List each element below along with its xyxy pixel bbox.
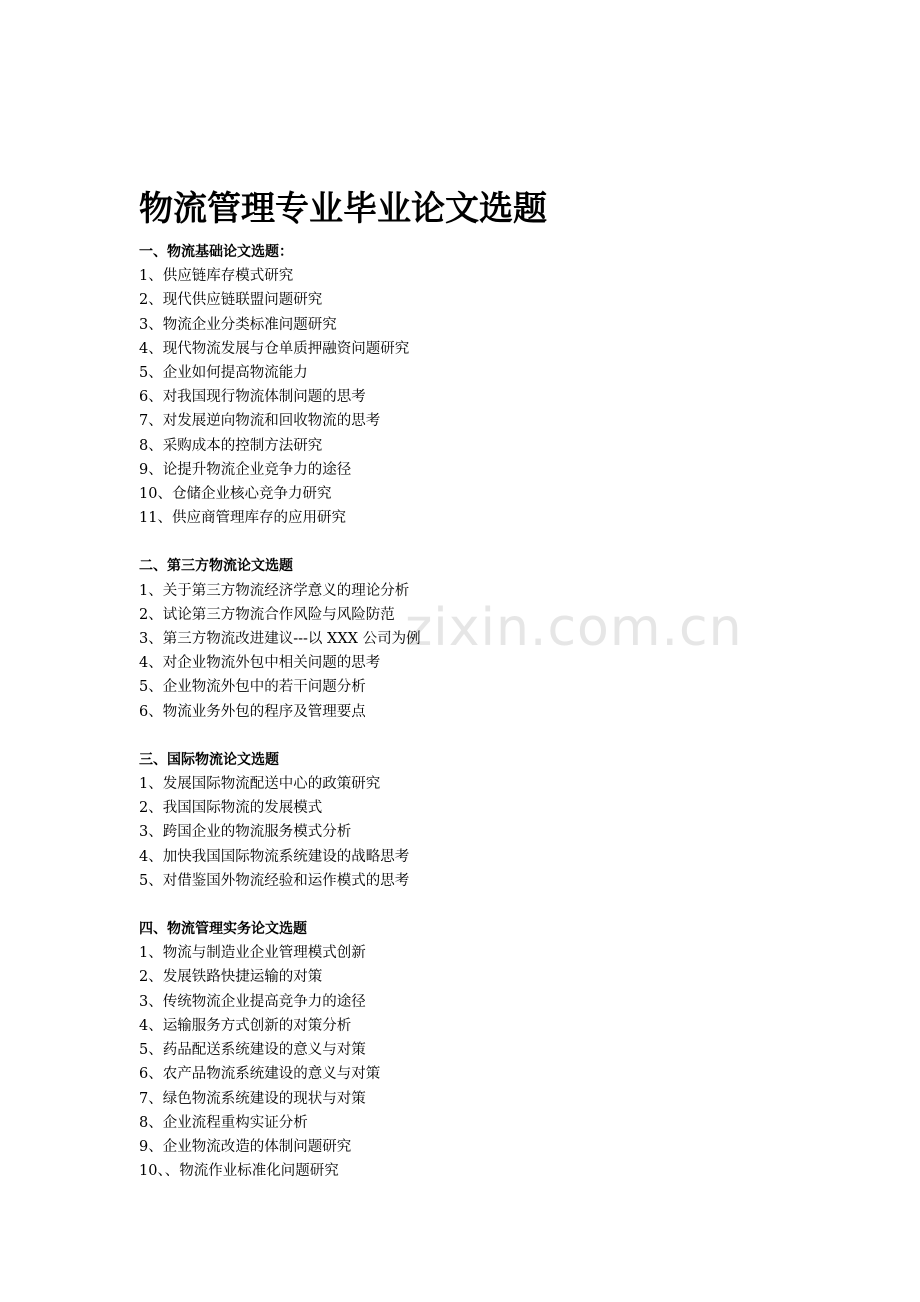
topic-list xyxy=(139,941,839,1183)
list-item: 7、对发展逆向物流和回收物流的思考 xyxy=(139,413,381,430)
list-item: 2、我国国际物流的发展模式 xyxy=(139,800,323,817)
list-item: 2、试论第三方物流合作风险与风险防范 xyxy=(139,606,395,623)
list-item: 1、物流与制造业企业管理模式创新 xyxy=(139,945,366,962)
list-item: 5、对借鉴国外物流经验和运作模式的思考 xyxy=(139,872,410,889)
list-item: 2、现代供应链联盟问题研究 xyxy=(139,292,323,309)
sections-container xyxy=(139,240,839,1183)
page-title: 物流管理专业毕业论文选题 xyxy=(139,189,547,229)
list-item: 5、企业如何提高物流能力 xyxy=(139,365,308,382)
list-item: 2、发展铁路快捷运输的对策 xyxy=(139,969,323,986)
list-item: 11、供应商管理库存的应用研究 xyxy=(139,510,346,527)
section-1 xyxy=(139,240,839,530)
list-item: 8、企业流程重构实证分析 xyxy=(139,1114,308,1131)
section-heading: 三、国际物流论文选题 xyxy=(139,751,279,768)
list-item: 4、运输服务方式创新的对策分析 xyxy=(139,1017,352,1034)
list-item: 10、、物流作业标准化问题研究 xyxy=(139,1163,339,1180)
section-2 xyxy=(139,554,839,723)
list-item: 3、物流企业分类标准问题研究 xyxy=(139,316,337,333)
list-item: 6、农产品物流系统建设的意义与对策 xyxy=(139,1066,381,1083)
list-item: 6、物流业务外包的程序及管理要点 xyxy=(139,703,366,720)
section-3 xyxy=(139,748,839,893)
list-item: 7、绿色物流系统建设的现状与对策 xyxy=(139,1090,366,1107)
section-heading: 二、第三方物流论文选题 xyxy=(139,558,293,575)
topic-list xyxy=(139,264,839,530)
document-page xyxy=(139,186,839,1207)
list-item: 3、跨国企业的物流服务模式分析 xyxy=(139,824,352,841)
list-item: 9、企业物流改造的体制问题研究 xyxy=(139,1138,352,1155)
section-4 xyxy=(139,917,839,1183)
list-item: 3、第三方物流改进建议---以 XXX 公司为例 xyxy=(139,631,421,648)
list-item: 5、药品配送系统建设的意义与对策 xyxy=(139,1042,366,1059)
list-item: 9、论提升物流企业竞争力的途径 xyxy=(139,461,352,478)
list-item: 8、采购成本的控制方法研究 xyxy=(139,437,323,454)
watermark-text: zixin.com.cn xyxy=(405,598,743,658)
topic-list xyxy=(139,772,839,893)
list-item: 3、传统物流企业提高竞争力的途径 xyxy=(139,993,366,1010)
section-heading: 一、物流基础论文选题： xyxy=(139,244,293,260)
list-item: 1、发展国际物流配送中心的政策研究 xyxy=(139,776,381,793)
list-item: 1、供应链库存模式研究 xyxy=(139,268,294,285)
list-item: 4、对企业物流外包中相关问题的思考 xyxy=(139,655,381,672)
list-item: 6、对我国现行物流体制问题的思考 xyxy=(139,389,366,406)
list-item: 10、仓储企业核心竞争力研究 xyxy=(139,486,332,503)
list-item: 5、企业物流外包中的若干问题分析 xyxy=(139,679,366,696)
list-item: 4、加快我国国际物流系统建设的战略思考 xyxy=(139,848,410,865)
list-item: 1、关于第三方物流经济学意义的理论分析 xyxy=(139,582,410,599)
topic-list xyxy=(139,579,839,724)
section-heading: 四、物流管理实务论文选题 xyxy=(139,921,307,938)
list-item: 4、现代物流发展与仓单质押融资问题研究 xyxy=(139,340,410,357)
